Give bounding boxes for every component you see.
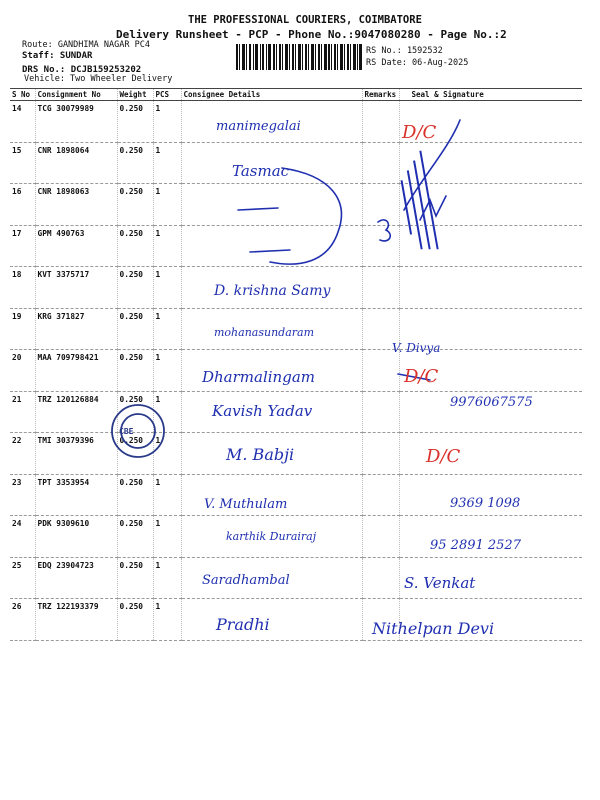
cell-remarks <box>362 308 399 350</box>
cell-consignee <box>181 225 362 267</box>
handwriting-signature: S. Venkat <box>404 574 476 592</box>
cell-pcs: 1 <box>153 516 181 558</box>
table-header-row <box>10 89 582 101</box>
cell-pcs: 1 <box>153 142 181 184</box>
cell-pcs: 1 <box>153 433 181 475</box>
table-row <box>10 308 582 350</box>
cell-sno: 20 <box>10 350 35 392</box>
cell-sno: 14 <box>10 101 35 143</box>
table-row <box>10 391 582 433</box>
table-row <box>10 225 582 267</box>
cell-weight: 0.250 <box>117 433 153 475</box>
cell-remarks <box>362 142 399 184</box>
handwriting-dc: D/C <box>404 366 439 387</box>
handwriting-signature: Nithelpan Devi <box>372 619 495 638</box>
cell-consignment: EDQ 23904723 <box>35 557 117 599</box>
col-header-sno: S No <box>10 89 35 101</box>
cell-remarks <box>362 474 399 516</box>
cell-weight: 0.250 <box>117 391 153 433</box>
cell-remarks <box>362 433 399 475</box>
cell-remarks <box>362 350 399 392</box>
cell-consignee <box>181 474 362 516</box>
cell-seal <box>399 308 582 350</box>
cell-sno: 26 <box>10 599 35 641</box>
cell-consignee <box>181 101 362 143</box>
table-row <box>10 184 582 226</box>
rs-number: RS No.: 1592532 <box>366 46 443 56</box>
col-header-seal: Seal & Signature <box>399 89 582 101</box>
cell-remarks <box>362 225 399 267</box>
handwriting-consignee: V. Muthulam <box>204 497 288 512</box>
cell-seal <box>399 557 582 599</box>
company-name: THE PROFESSIONAL COURIERS, COIMBATORE <box>188 14 422 26</box>
cell-consignment: MAA 709798421 <box>35 350 117 392</box>
rs-date: RS Date: 06-Aug-2025 <box>366 58 469 68</box>
table-row <box>10 474 582 516</box>
handwriting-consignee: Tasmac <box>232 162 290 180</box>
handwriting-consignee: karthik Durairaj <box>226 530 317 543</box>
cell-consignment: GPM 490763 <box>35 225 117 267</box>
cell-consignment: CNR 1898064 <box>35 142 117 184</box>
handwriting-consignee: mohanasundaram <box>214 326 314 339</box>
cell-remarks <box>362 557 399 599</box>
cell-seal <box>399 225 582 267</box>
cell-pcs: 1 <box>153 225 181 267</box>
cell-weight: 0.250 <box>117 350 153 392</box>
cell-consignee <box>181 184 362 226</box>
cell-remarks <box>362 184 399 226</box>
cell-consignee <box>181 391 362 433</box>
cell-consignee <box>181 516 362 558</box>
cell-weight: 0.250 <box>117 516 153 558</box>
cell-seal <box>399 516 582 558</box>
handwriting-signature: 9369 1098 <box>450 496 521 511</box>
route-text: Route: GANDHIMA NAGAR PC4 <box>22 40 150 50</box>
cell-seal <box>399 433 582 475</box>
cell-sno: 19 <box>10 308 35 350</box>
handwriting-consignee: manimegalai <box>216 119 301 134</box>
cell-seal <box>399 101 582 143</box>
cell-consignee <box>181 142 362 184</box>
handwriting-dc: D/C <box>402 122 437 143</box>
cell-weight: 0.250 <box>117 225 153 267</box>
cell-consignment: KRG 371827 <box>35 308 117 350</box>
cell-consignment: TPT 3353954 <box>35 474 117 516</box>
table-row <box>10 599 582 641</box>
cell-consignee <box>181 350 362 392</box>
table-row <box>10 516 582 558</box>
cell-pcs: 1 <box>153 101 181 143</box>
cell-consignee <box>181 433 362 475</box>
cell-consignee <box>181 557 362 599</box>
cell-pcs: 1 <box>153 599 181 641</box>
table-row <box>10 142 582 184</box>
handwriting-signature: 95 2891 2527 <box>430 538 521 553</box>
cell-consignment: TRZ 120126884 <box>35 391 117 433</box>
cell-pcs: 1 <box>153 308 181 350</box>
cell-sno: 24 <box>10 516 35 558</box>
cell-sno: 16 <box>10 184 35 226</box>
consignment-table <box>10 88 582 641</box>
cell-pcs: 1 <box>153 557 181 599</box>
drs-number: DRS No.: DCJB159253202 <box>22 65 142 75</box>
col-header-weight: Weight <box>117 89 153 101</box>
cell-weight: 0.250 <box>117 101 153 143</box>
seal-stamp-text: CBE <box>119 427 134 436</box>
vehicle-text: Vehicle: Two Wheeler Delivery <box>24 74 173 84</box>
staff-text: Staff: SUNDAR <box>22 51 93 61</box>
cell-consignee <box>181 599 362 641</box>
barcode-image <box>236 44 362 70</box>
cell-weight: 0.250 <box>117 474 153 516</box>
cell-seal <box>399 350 582 392</box>
cell-sno: 15 <box>10 142 35 184</box>
table-row <box>10 350 582 392</box>
handwriting-consignee: M. Babji <box>226 445 295 464</box>
cell-pcs: 1 <box>153 267 181 309</box>
cell-weight: 0.250 <box>117 599 153 641</box>
table-row <box>10 101 582 143</box>
cell-seal <box>399 599 582 641</box>
handwriting-signature: 9976067575 <box>450 395 533 410</box>
cell-pcs: 1 <box>153 474 181 516</box>
rs-info <box>366 45 468 69</box>
cell-seal <box>399 474 582 516</box>
cell-weight: 0.250 <box>117 557 153 599</box>
cell-weight: 0.250 <box>117 184 153 226</box>
cell-remarks <box>362 267 399 309</box>
cell-seal <box>399 267 582 309</box>
cell-pcs: 1 <box>153 391 181 433</box>
cell-remarks <box>362 599 399 641</box>
runsheet-title: Delivery Runsheet - PCP - Phone No.:9047080280 - Page No.:2 <box>116 28 507 41</box>
cell-weight: 0.250 <box>117 267 153 309</box>
col-header-consignee: Consignee Details <box>181 89 362 101</box>
cell-pcs: 1 <box>153 184 181 226</box>
cell-sno: 21 <box>10 391 35 433</box>
cell-pcs: 1 <box>153 350 181 392</box>
cell-consignment: KVT 3375717 <box>35 267 117 309</box>
cell-consignment: TMI 30379396 <box>35 433 117 475</box>
table-row <box>10 557 582 599</box>
handwriting-consignee: Pradhi <box>216 615 270 634</box>
col-header-consignment: Consignment No <box>35 89 117 101</box>
cell-consignee <box>181 267 362 309</box>
handwriting-consignee: Kavish Yadav <box>212 402 313 420</box>
cell-seal <box>399 391 582 433</box>
cell-remarks <box>362 391 399 433</box>
handwriting-signature: V. Divya <box>392 341 441 355</box>
cell-consignment: TCG 30079989 <box>35 101 117 143</box>
runsheet-meta <box>22 40 150 76</box>
cell-sno: 18 <box>10 267 35 309</box>
cell-sno: 17 <box>10 225 35 267</box>
cell-weight: 0.250 <box>117 142 153 184</box>
table-row <box>10 267 582 309</box>
col-header-remarks: Remarks <box>362 89 399 101</box>
handwriting-dc: D/C <box>426 446 461 467</box>
cell-seal <box>399 184 582 226</box>
cell-remarks <box>362 516 399 558</box>
cell-seal <box>399 142 582 184</box>
cell-remarks <box>362 101 399 143</box>
cell-consignment: PDK 9309610 <box>35 516 117 558</box>
cell-consignment: CNR 1898063 <box>35 184 117 226</box>
cell-sno: 22 <box>10 433 35 475</box>
handwriting-consignee: Saradhambal <box>202 573 290 588</box>
cell-weight: 0.250 <box>117 308 153 350</box>
table-row <box>10 433 582 475</box>
cell-consignee <box>181 308 362 350</box>
handwriting-consignee: D. krishna Samy <box>214 283 331 299</box>
cell-consignment: TRZ 122193379 <box>35 599 117 641</box>
col-header-pcs: PCS <box>153 89 181 101</box>
cell-sno: 23 <box>10 474 35 516</box>
cell-sno: 25 <box>10 557 35 599</box>
handwriting-consignee: Dharmalingam <box>202 368 315 386</box>
